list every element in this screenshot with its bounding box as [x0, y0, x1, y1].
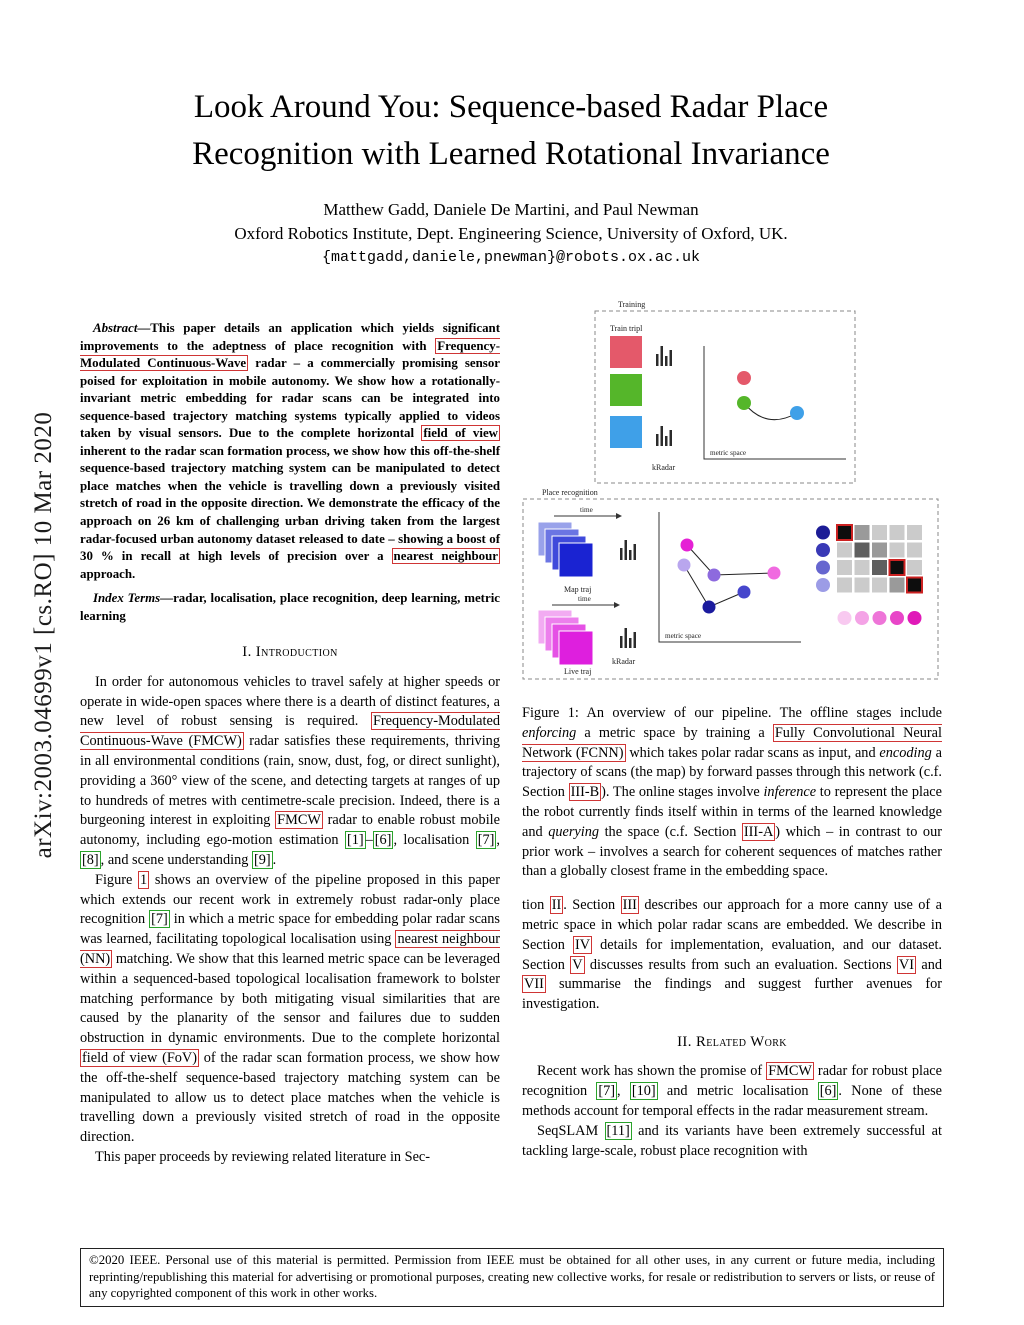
- abstract-paragraph: [80, 320, 500, 583]
- intro-paragraph-2: [80, 871, 500, 1148]
- text-segment: and metric localisation: [657, 1083, 818, 1100]
- text-segment: and its variants have been extremely successful at tackling large-scale, robust place recognition with: [522, 1122, 942, 1159]
- text-segment: querying: [548, 823, 600, 840]
- title-line-1: Look Around You: Sequence-based Radar Place: [193, 89, 829, 125]
- positive-embedding-dot: [737, 396, 751, 410]
- text-segment: matching. We show that this learned metric space can be leveraged within a sequenced-based topological localisation framework to bolster matching performance by both mitigating visual similarities that are caused by the planarity of the sensor and failures due to sudden obstruction in dynamic environments. Due to the complete horizontal: [80, 950, 500, 1047]
- text-segment: radar satisfies these requirements, thriving in all environmental conditions (rain, snow, dust, fog, or direct sunlight), providing a 360° view of the scene, and detecting targets at ranges of up to hundreds of metres with centimetre-scale precision. Indeed, there is a burgeoning interest in exploiting: [80, 733, 500, 829]
- copyright-notice: ©2020 IEEE. Personal use of this material is permitted. Permission from IEEE must be obtained for all other uses, in any current or future media, including reprinting/republishing this material for advertising or promotional purposes, creating new collective works, for resale or redistribution to servers or lists, or reuse of any copyrighted component of this work in other works.: [80, 1248, 944, 1307]
- text-segment: a trajectory of scans (the map) by forward passes through this network (c.f. Section: [522, 744, 942, 801]
- figure-caption: [522, 704, 942, 882]
- negative-embedding-dot: [790, 406, 804, 420]
- inline-link[interactable]: [6]: [374, 832, 392, 849]
- embedding-dot: [738, 586, 751, 599]
- matrix-cell: [890, 578, 905, 593]
- inline-link[interactable]: Frequency-Modulated Continuous-Wave: [80, 338, 500, 371]
- title-line-2: Recognition with Learned Rotational Invariance: [192, 135, 830, 172]
- email-line: {mattgadd,daniele,pnewman}@robots.ox.ac.uk: [321, 248, 701, 266]
- text-segment: radar to enable robust mobile autonomy, including ego-motion estimation: [80, 812, 500, 849]
- embedding-dot: [708, 569, 721, 582]
- text-segment: .: [272, 851, 277, 868]
- arxiv-watermark: arXiv:2003.04699v1 [cs.RO] 10 Mar 2020: [30, 411, 57, 859]
- metric-space-axes: [704, 346, 846, 459]
- text-segment: Index Terms: [93, 591, 161, 606]
- matrix-cell: [855, 543, 870, 558]
- matrix-cell: [837, 543, 852, 558]
- inline-link[interactable]: Fully Convolutional Neural Network (FCNN): [522, 724, 942, 761]
- text-segment: details for implementation, evaluation, and our dataset. Section: [522, 936, 942, 973]
- inline-link[interactable]: [7]: [151, 911, 168, 928]
- text-segment: discusses results from such an evaluation. Sections: [584, 956, 897, 973]
- text-segment: a metric space by training a: [576, 724, 773, 741]
- text-segment: inference: [763, 784, 817, 801]
- text-segment: ) which – in contrast to our prior work – involves a search for coherent sequences of matches rather than a globally closest frame in the embedding space.: [522, 823, 942, 880]
- matrix-cell: [837, 578, 852, 593]
- matrix-cell: [872, 543, 887, 558]
- inline-link[interactable]: [6]: [819, 1083, 837, 1100]
- embedding-dot: [681, 539, 694, 552]
- live-scan-1: [559, 631, 593, 665]
- text-segment: Abstract: [93, 321, 138, 335]
- inline-link[interactable]: [7]: [477, 832, 495, 849]
- text-segment: ). The online stages involve: [601, 784, 764, 801]
- inline-link[interactable]: III-A: [743, 823, 774, 840]
- text-segment: . Section: [563, 897, 621, 914]
- query-dot: [816, 526, 830, 540]
- text-segment: describes our approach for a more canny use of a metric space in which polar radar scans are embedded. We describe in Section: [522, 897, 942, 953]
- map-scan-1: [559, 543, 593, 577]
- kradar-label: kRadar: [612, 657, 636, 666]
- positive-scan-swatch: [610, 374, 642, 406]
- map-traj-label: Map traj: [564, 585, 592, 594]
- inline-link[interactable]: 1: [140, 871, 148, 888]
- anchor-scan-swatch: [610, 336, 642, 368]
- live-traj-label: Live traj: [564, 667, 592, 676]
- text-segment: approach.: [80, 566, 136, 581]
- text-segment: Figure: [95, 871, 139, 888]
- intro-paragraph-3: [80, 1148, 500, 1168]
- inline-link[interactable]: IV: [574, 936, 591, 953]
- similarity-matrix: [837, 525, 922, 593]
- text-segment: tion: [522, 897, 550, 914]
- query-dot: [816, 578, 830, 592]
- text-segment: and: [916, 956, 943, 973]
- radar-signal-icon: [656, 346, 672, 366]
- radar-signal-icon: [620, 628, 636, 648]
- text-segment: Recent work has shown the promise of: [537, 1063, 767, 1080]
- text-segment: summarise the findings and suggest further avenues for investigation.: [522, 976, 942, 1013]
- section-heading-introduction: I. Introduction: [242, 644, 338, 661]
- related-paragraph-1: [522, 1062, 942, 1121]
- metric-space-label: metric space: [710, 449, 747, 457]
- inline-link[interactable]: nearest neighbour (NN): [80, 931, 500, 967]
- inline-link[interactable]: VI: [898, 956, 915, 973]
- time-label-map: time: [580, 506, 593, 514]
- inline-link[interactable]: III: [622, 897, 637, 914]
- inline-link[interactable]: field of view (FoV): [82, 1049, 198, 1066]
- text-segment: In order for autonomous vehicles to travel safely at higher speeds or operate in wide-open spaces where there is a dearth of distinct features, a new level of robust sensing is required.: [80, 673, 500, 730]
- place-recognition-diagram: [522, 486, 939, 682]
- inline-link[interactable]: [7]: [598, 1083, 616, 1100]
- result-dot: [873, 611, 887, 625]
- two-column-body: [80, 298, 942, 1168]
- matrix-cell: [907, 560, 922, 575]
- section-heading-related-work: II. Related Work: [677, 1033, 787, 1050]
- paper-header: [80, 84, 942, 266]
- text-segment: which takes polar radar scans as input, and: [625, 744, 880, 761]
- text-segment: ,: [617, 1083, 630, 1100]
- inline-link[interactable]: VII: [524, 976, 544, 993]
- result-dot: [908, 611, 922, 625]
- metric-space-label: metric space: [665, 632, 702, 640]
- inline-link[interactable]: [1]: [346, 832, 364, 849]
- text-segment: Figure 1: An overview of our pipeline. The offline stages include: [522, 705, 942, 721]
- inline-link[interactable]: III-B: [570, 784, 600, 801]
- index-terms-paragraph: [80, 590, 500, 625]
- matrix-cell: [872, 525, 887, 540]
- query-dot: [816, 543, 830, 557]
- training-diagram: [594, 298, 856, 486]
- text-segment: ,: [496, 832, 500, 849]
- inline-link[interactable]: II: [551, 897, 562, 914]
- embedding-curve: [744, 403, 797, 420]
- matrix-cell: [907, 525, 922, 540]
- inline-link[interactable]: field of view: [423, 426, 498, 441]
- page-title: [80, 84, 942, 178]
- text-segment: enforcing: [522, 724, 577, 741]
- inline-link[interactable]: FMCW: [768, 1063, 812, 1080]
- matrix-cell: [855, 578, 870, 593]
- text-segment: –: [365, 832, 373, 849]
- result-dot: [890, 611, 904, 625]
- embedding-dot: [703, 601, 716, 614]
- matrix-cell: [855, 560, 870, 575]
- anchor-embedding-dot: [737, 371, 751, 385]
- continuation-paragraph: [522, 896, 942, 1015]
- matrix-cell: [855, 525, 870, 540]
- kradar-label: kRadar: [652, 463, 676, 472]
- text-segment: —This paper details an application which yields significant improvements to the adeptness of place recognition with: [80, 321, 500, 353]
- train-triplet-label: Train tripl: [610, 324, 643, 333]
- text-segment: This paper proceeds by reviewing related literature in Sec-: [95, 1148, 431, 1165]
- time-label-live: time: [578, 595, 591, 603]
- matrix-cell: [907, 578, 922, 593]
- figure-1: [522, 298, 942, 690]
- inline-link[interactable]: Frequency-Modulated Continuous-Wave (FMCW): [80, 713, 500, 750]
- text-segment: in which a metric space for embedding polar radar scans was learned, facilitating topological localisation using: [80, 911, 500, 948]
- inline-link[interactable]: [11]: [606, 1122, 630, 1139]
- matrix-cell: [907, 543, 922, 558]
- matrix-cell: [837, 560, 852, 575]
- authors-line: Matthew Gadd, Daniele De Martini, and Paul Newman: [323, 199, 699, 219]
- text-segment: shows an overview of the pipeline proposed in this paper which extends our recent work in extremely robust radar-only place recognition: [80, 871, 500, 928]
- text-segment: SeqSLAM: [537, 1122, 605, 1139]
- text-segment: , and scene understanding: [100, 851, 252, 868]
- text-segment: of the radar scan formation process, we show how the off-the-shelf sequence-based trajectory matching system can be manipulated to allow us to detect place matches when the vehicle is travelling down a previously visited stretch of road in the opposite direction.: [80, 1049, 500, 1146]
- place-box-label: Place recognition: [542, 488, 598, 497]
- text-segment: encoding: [879, 744, 932, 761]
- text-segment: , localisation: [393, 832, 476, 849]
- matrix-cell: [890, 543, 905, 558]
- related-paragraph-2: [522, 1122, 942, 1162]
- left-column: [80, 298, 500, 1168]
- embedding-dot: [678, 559, 691, 572]
- training-box-label: Training: [618, 300, 646, 309]
- inline-link[interactable]: [10]: [631, 1083, 656, 1100]
- affiliation-line: Oxford Robotics Institute, Dept. Engineering Science, University of Oxford, UK.: [234, 223, 788, 243]
- right-column: [522, 298, 942, 1168]
- matrix-cell: [890, 525, 905, 540]
- match-chain-live: [687, 545, 774, 575]
- text-segment: radar for robust place recognition: [522, 1063, 942, 1100]
- metric-space-axes: [659, 512, 801, 642]
- negative-scan-swatch: [610, 416, 642, 448]
- inline-link[interactable]: V: [572, 956, 583, 973]
- embedding-dot: [768, 567, 781, 580]
- text-segment: —radar, localisation, place recognition, deep learning, metric learning: [80, 591, 500, 623]
- radar-signal-icon: [620, 540, 636, 560]
- inline-link[interactable]: FMCW: [277, 812, 321, 829]
- matrix-cell: [890, 560, 905, 575]
- text-segment: radar – a commercially promising sensor poised for exploitation in mobile autonomy. We show how a rotationally-invariant metric embedding for radar scans can be integrated into sequence-based trajectory matching systems typically applied to videos taken by visual sensors. Due to the complete horizontal: [80, 356, 500, 441]
- radar-signal-icon: [656, 426, 672, 446]
- matrix-cell: [837, 525, 852, 540]
- text-segment: to represent the place the robot currently finds itself within in terms of the learned knowledge and: [522, 784, 942, 840]
- inline-link[interactable]: [9]: [253, 851, 271, 868]
- text-segment: the space (c.f. Section: [599, 823, 742, 840]
- matrix-cell: [872, 560, 887, 575]
- matrix-cell: [872, 578, 887, 593]
- result-dot: [855, 611, 869, 625]
- text-segment: inherent to the radar scan formation process, we show how this off-the-shelf sequence-based trajectory matching system can be manipulated to detect place matches when the vehicle is travelling down a previously visited stretch of road in the opposite direction. We demonstrate the efficacy of the approach on 26 km of challenging urban driving taken from the largest radar-focused urban autonomy dataset released to date – showing a boost of 30 % in recall at high levels of precision over a: [80, 443, 500, 564]
- query-dot: [816, 561, 830, 575]
- result-dot: [838, 611, 852, 625]
- text-segment: . None of these methods account for temporal effects in the radar measurement stream.: [522, 1083, 942, 1120]
- inline-link[interactable]: nearest neighbour: [393, 549, 499, 564]
- intro-paragraph-1: [80, 673, 500, 871]
- inline-link[interactable]: [8]: [82, 851, 99, 868]
